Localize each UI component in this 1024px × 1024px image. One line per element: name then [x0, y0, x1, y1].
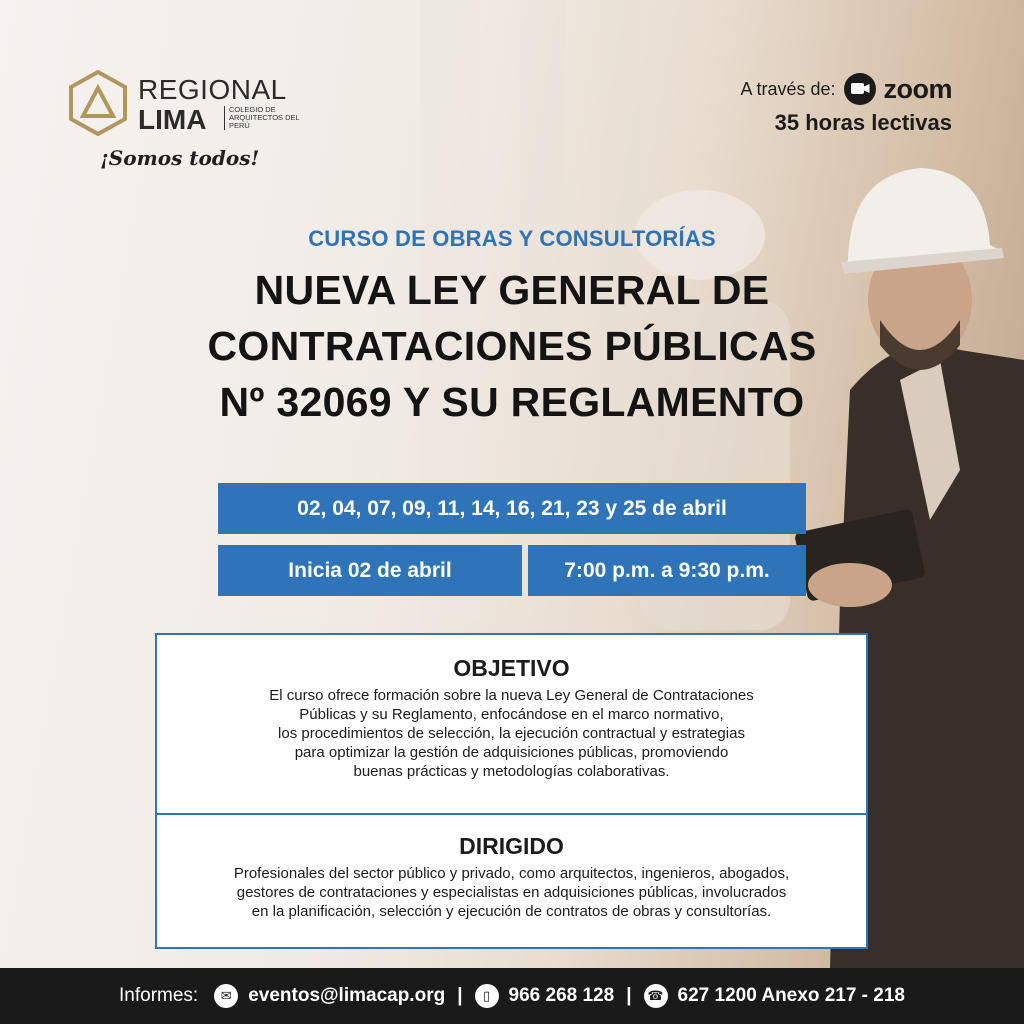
- course-hours: 35 horas lectivas: [774, 110, 952, 135]
- title-line: Nº 32069 Y SU REGLAMENTO: [219, 379, 805, 425]
- dirigido-body: [157, 864, 866, 921]
- platform-line: [740, 72, 952, 106]
- mail-icon: ✉: [214, 984, 238, 1008]
- objetivo-line: Públicas y su Reglamento, enfocándose en el marco normativo,: [299, 706, 724, 723]
- slogan: ¡Somos todos!: [100, 146, 260, 170]
- objetivo-line: los procedimientos de selección, la ejecución contractual y estrategias: [278, 725, 745, 742]
- zoom-camera-icon: [844, 73, 876, 105]
- dirigido-line: gestores de contrataciones y especialistas en adquisiciones públicas, involucrados: [236, 884, 787, 901]
- objetivo-line: buenas prácticas y metodologías colaborativas.: [353, 763, 670, 780]
- course-dates-bar: 02, 04, 07, 09, 11, 14, 16, 21, 23 y 25 de abril: [218, 483, 806, 534]
- via-label: A través de:: [740, 78, 836, 99]
- course-subtitle: CURSO DE OBRAS Y CONSULTORÍAS: [308, 226, 716, 251]
- contact-mobile[interactable]: 966 268 128: [508, 985, 615, 1006]
- contact-email[interactable]: eventos@limacap.org: [248, 985, 446, 1006]
- zoom-wordmark: zoom: [883, 73, 952, 104]
- contact-phone[interactable]: 627 1200 Anexo 217 - 218: [677, 985, 905, 1006]
- course-start-bar: Inicia 02 de abril: [218, 545, 522, 596]
- info-panel: [155, 633, 868, 949]
- objetivo-line: El curso ofrece formación sobre la nueva Ley General de Contrataciones: [269, 687, 754, 704]
- regional-lima-logo: [68, 66, 308, 186]
- dirigido-section: [157, 833, 866, 921]
- course-schedule-bar: 7:00 p.m. a 9:30 p.m.: [528, 545, 806, 596]
- phone-icon: ☎: [644, 984, 668, 1008]
- dirigido-title: DIRIGIDO: [459, 833, 564, 859]
- objetivo-section: [157, 655, 866, 781]
- objetivo-title: OBJETIVO: [453, 655, 570, 681]
- title-line: CONTRATACIONES PÚBLICAS: [207, 323, 817, 369]
- objetivo-body: [157, 686, 866, 781]
- logo-institution: COLEGIO DE ARQUITECTOS DEL PERÚ: [224, 106, 304, 130]
- separator: |: [626, 985, 632, 1006]
- dirigido-line: Profesionales del sector público y privado, como arquitectos, ingenieros, abogados,: [233, 865, 790, 882]
- objetivo-line: para optimizar la gestión de adquisiciones públicas, promoviendo: [294, 744, 729, 761]
- logo-name-top: REGIONAL: [138, 74, 287, 105]
- course-title: [0, 262, 1024, 430]
- logo-name-bottom: LIMA: [138, 104, 207, 135]
- panel-divider: [157, 813, 866, 815]
- separator: |: [457, 985, 463, 1006]
- dirigido-line: en la planificación, selección y ejecución de contratos de obras y consultorías.: [251, 903, 772, 920]
- contact-label: Informes:: [119, 985, 199, 1006]
- title-line: NUEVA LEY GENERAL DE: [254, 267, 770, 313]
- hexagon-logo-icon: [68, 70, 128, 136]
- mobile-phone-icon: ▯: [475, 984, 499, 1008]
- contact-footer: [0, 968, 1024, 1024]
